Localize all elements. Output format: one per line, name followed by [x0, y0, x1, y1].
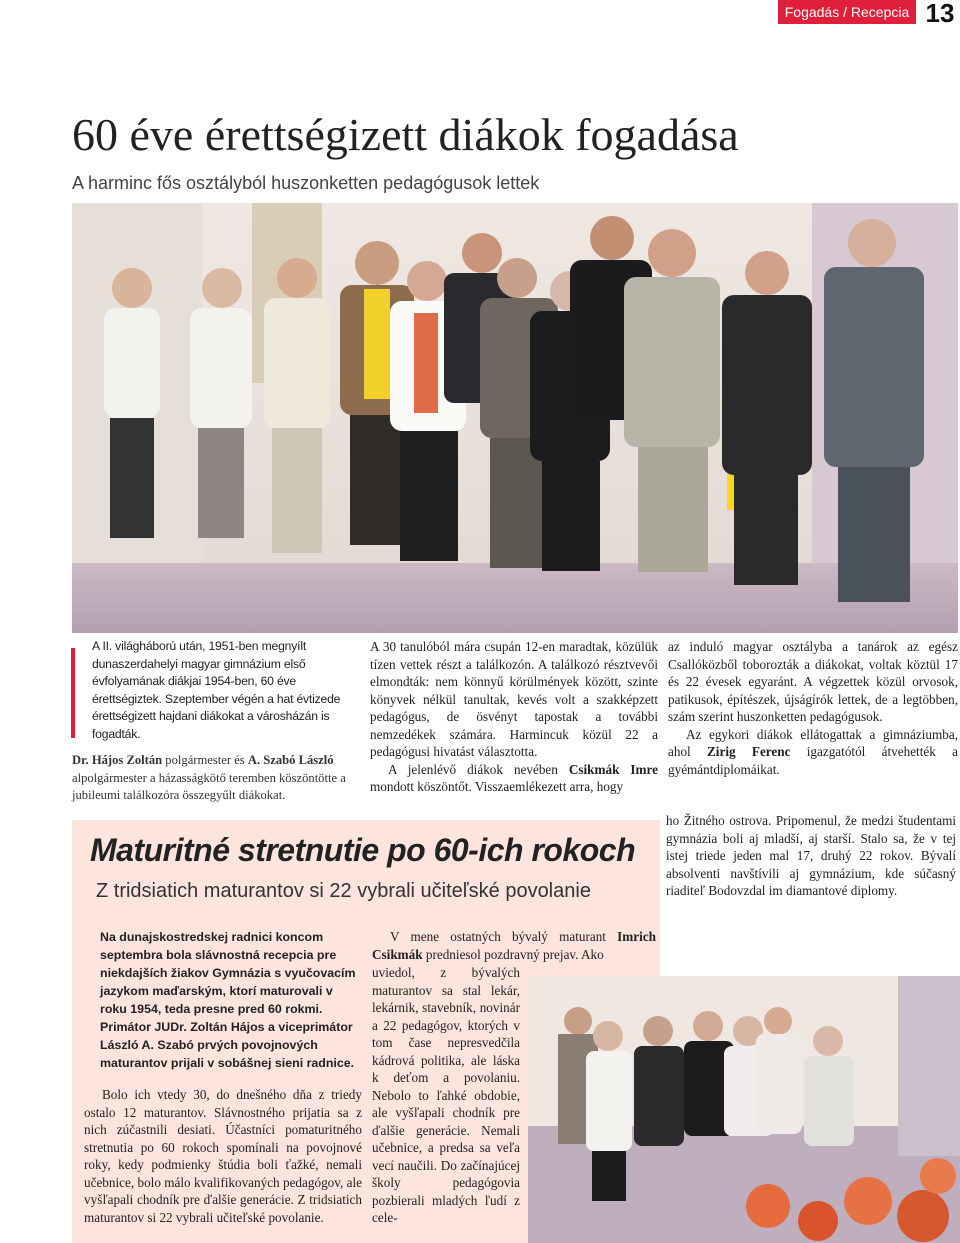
paragraph: Az egykori diákok ellátogattak a gimnáziumba, ahol Zirig Ferenc igazgatótól átvehették a gyémántdiplomáikat.	[668, 726, 958, 777]
lead-accent-bar	[71, 648, 75, 738]
caption-name-mayor: Dr. Hájos Zoltán	[72, 753, 163, 767]
article-column-sk-2-intro: V mene ostatných bývalý maturant Imrich Csikmák predniesol pozdravný prejav. Ako	[372, 929, 656, 962]
article-title-sk: Maturitné stretnutie po 60-ich rokoch	[90, 832, 636, 868]
section-label: Fogadás / Recepcia	[778, 0, 916, 24]
caption-text: polgármester és	[162, 753, 248, 767]
article-column-sk-2: uviedol, z bývalých maturantov sa stal lekár, lekárnik, stavebník, novinár a 22 pedagógov, ktorých v tom čase nepresvedčila kádrová politika, ale láska k deťom a povolaniu. Nebolo to ľahké obdobie, ale vyšľapali chodník pre ďalšie generácie. Nemali učebnice, a predsa sa veľa vecí naučili. Do začínajúcej školy pedagógovia pozbierali mladých ľudí z cele-	[372, 965, 520, 1225]
article-column-sk-1: Bolo ich vtedy 30, do dnešného dňa z triedy ostalo 12 maturantov. Slávnostného prijatia sa z nich zúčastnili desiati. Účastníci pomaturitného stretnutia po 60 rokoch spomínali na povojnové roky, kedy podmienky štúdia boli ťažké, nemali učebnice, bolo málo kvalifikovaných pedagógov, ale vyšľapali chodník pre ďalšie generácie. Z tridsiatich maturantov si 22 vybrali učiteľské povolanie.	[84, 1087, 362, 1225]
caption-text: alpolgármester a házasságkötő teremben köszöntötte a jubileumi találkozóra összegyűlt diákokat.	[72, 770, 346, 802]
paragraph: A jelenlévő diákok nevében Csikmák Imre mondott köszöntőt. Visszaemlékezett arra, hogy	[370, 761, 658, 794]
photo-caption	[72, 752, 362, 805]
article-subtitle-sk: Z tridsiatich maturantov si 22 vybrali učiteľské povolanie	[96, 880, 591, 902]
article-title-hu: 60 éve érettségizett diákok fogadása	[72, 109, 739, 160]
lead-text-hu: A II. világháború után, 1951-ben megnyílt dunaszerdahelyi magyar gimnázium első évfolyamának diákjai 1954-ben, 60 éve érettségiztek. Szeptember végén a hat évtizede érettségizett hajdani diákokat a városházán is fogadták.	[92, 639, 341, 741]
group-photo	[72, 203, 958, 633]
paragraph: A 30 tanulóból mára csupán 12-en maradtak, közülük tízen vettek részt a találkozón. A találkozó résztvevői elmondták: nem könnyű körülmények között, szinte könyvek nélkül tanultak, kevés volt a szakképzett pedagógus, de ösvényt tapostak a további nemzedékek számára. Harmincuk közül 22 a pedagógusi hivatást választotta.	[370, 639, 658, 759]
lead-text-sk: Na dunajskostredskej radnici koncom septembra bola slávnostná recepcia pre niekdajších žiakov Gymnázia s vyučovacím jazykom maďarským, ktorí maturovali v roku 1954, teda presne pred 60 rokmi. Primátor JUDr. Zoltán Hájos a viceprimátor László A. Szabó prvých povojnových maturantov prijali v sobášnej sieni radnice.	[100, 930, 356, 1070]
ceremony-photo	[528, 976, 960, 1243]
article-column-sk-3: ho Žitného ostrova. Pripomenul, že medzi študentami gymnázia boli aj mladší, aj starší. Stalo sa, že v tej istej triede jeden mal 17, druhý 22 rokov. Bývalí absolventi navštívili aj gymnázium, kde súčasný riaditeľ Bodovzdal im diamantové diplomy.	[666, 813, 956, 898]
article-subtitle-hu: A harminc fős osztályból huszonketten pedagógusok lettek	[72, 173, 540, 193]
page-number: 13	[925, 0, 955, 28]
paragraph: az induló magyar osztályba a tanárok az egész Csallóközből toborozták a diákokat, voltak köztül 17 és 22 évesek egyaránt. A végzettek közül orvosok, patikusok, építészek, újságírók lettek, de a legtöbben, szám szerint huszonketten pedagógusok.	[668, 639, 958, 724]
caption-name-deputy: A. Szabó László	[247, 753, 334, 767]
article-column-hu-2	[370, 638, 658, 796]
article-column-hu-3	[668, 638, 958, 778]
